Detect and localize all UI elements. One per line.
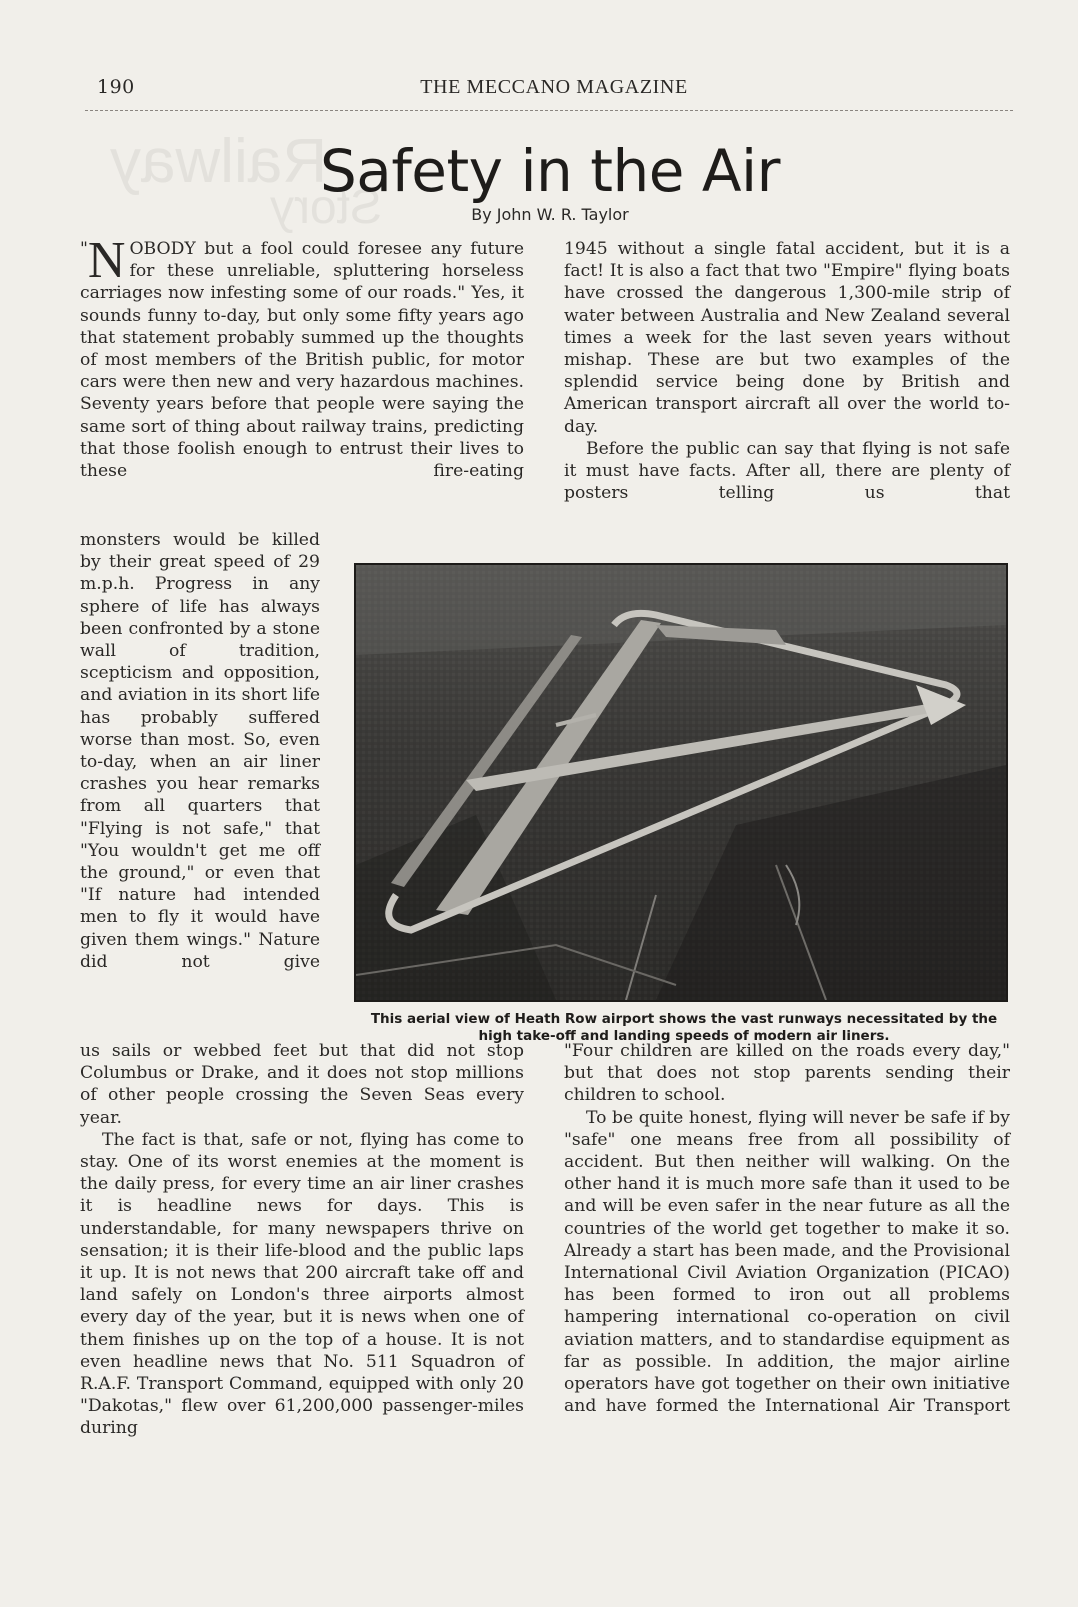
- paragraph: us sails or webbed feet but that did not stop Columbus or Drake, and it does not stop millions of other people crossing the Seven Seas every year.: [80, 1041, 524, 1128]
- paragraph: To be quite honest, flying will never be safe if by "safe" one means free from all possibility of accident. But then neither will walking. On the other hand it is much more safe than it used to be and will be even safer in the near future as all the countries of the world get together to make it so. Already a start has been made, and the Provisional International Civil Aviation Organization (PICAO) has been formed to iron out all problems hampering international co-operation on civil aviation matters, and to standardise equipment as far as possible. In addition, the major airline operators have got together on their own initiative and have formed the International Air Transport: [564, 1107, 1010, 1417]
- article-title: Safety in the Air: [319, 137, 781, 205]
- aerial-photo: [354, 563, 1008, 1002]
- paragraph: 1945 without a single fatal accident, but it is a fact! It is also a fact that two "Empire" flying boats have crossed the dangerous 1,300-mile strip of water between Australia and New Zealand several times a week for the last seven years without mishap. These are but two examples of the splendid service being done by British and American transport aircraft all over the world to-day.: [564, 239, 1010, 437]
- page-number: 190: [97, 76, 135, 98]
- airport-aerial-image: [356, 565, 1006, 1000]
- page-header: [97, 76, 1011, 102]
- article-byline: By John W. R. Taylor: [471, 205, 629, 224]
- show-through-text: Story: [270, 181, 383, 234]
- header-rule: [85, 110, 1013, 111]
- drop-cap: N: [87, 232, 126, 289]
- left-column-top: [80, 232, 524, 482]
- right-column-top: [564, 238, 1010, 504]
- photo-caption: This aerial view of Heath Row airport shows the vast runways necessitated by the high take-off and landing speeds of modern air liners.: [370, 1011, 998, 1044]
- show-through-text: Railway: [110, 127, 328, 196]
- left-column-narrow: [80, 529, 320, 973]
- paragraph: The fact is that, safe or not, flying has come to stay. One of its worst enemies at the moment is the daily press, for every time an air liner crashes it is headline news for days. This is understandable, for many newspapers thrive on sensation; it is their life-blood and the public laps it up. It is not news that 200 aircraft take off and land safely on London's three airports almost every day of the year, but it is news when one of them finishes up on the top of a house. It is not even headline news that No. 511 Squadron of R.A.F. Transport Command, equipped with only 20 "Dakotas," flew over 61,200,000 passenger-miles during: [80, 1129, 524, 1439]
- paragraph: "Four children are killed on the roads every day," but that does not stop parents sending their children to school.: [564, 1041, 1010, 1106]
- left-column-bottom: [80, 1040, 524, 1440]
- right-column-bottom: [564, 1040, 1010, 1417]
- paragraph: monsters would be killed by their great speed of 29 m.p.h. Progress in any sphere of life has always been confronted by a stone wall of tradition, scepticism and opposition, and aviation in its short life has probably suffered worse than most. So, even to-day, when an air liner crashes you hear remarks from all quarters that "Flying is not safe," that "You wouldn't get me off the ground," or even that "If nature had intended men to fly it would have given them wings." Nature did not give: [80, 530, 320, 972]
- paragraph: Before the public can say that flying is not safe it must have facts. After all, there are plenty of posters telling us that: [564, 438, 1010, 504]
- paragraph: " N OBODY but a fool could foresee any future for these unreliable, spluttering horseless carriages now infesting some of our roads." Yes, it sounds funny to-day, but only some fifty years ago that statement probably summed up the thoughts of most members of the British public, for motor cars were then new and very hazardous machines. Seventy years before that people were saying the same sort of thing about railway trains, predicting that those foolish enough to entrust their lives to these fire-eating: [80, 232, 524, 482]
- magazine-title: THE MECCANO MAGAZINE: [420, 76, 688, 98]
